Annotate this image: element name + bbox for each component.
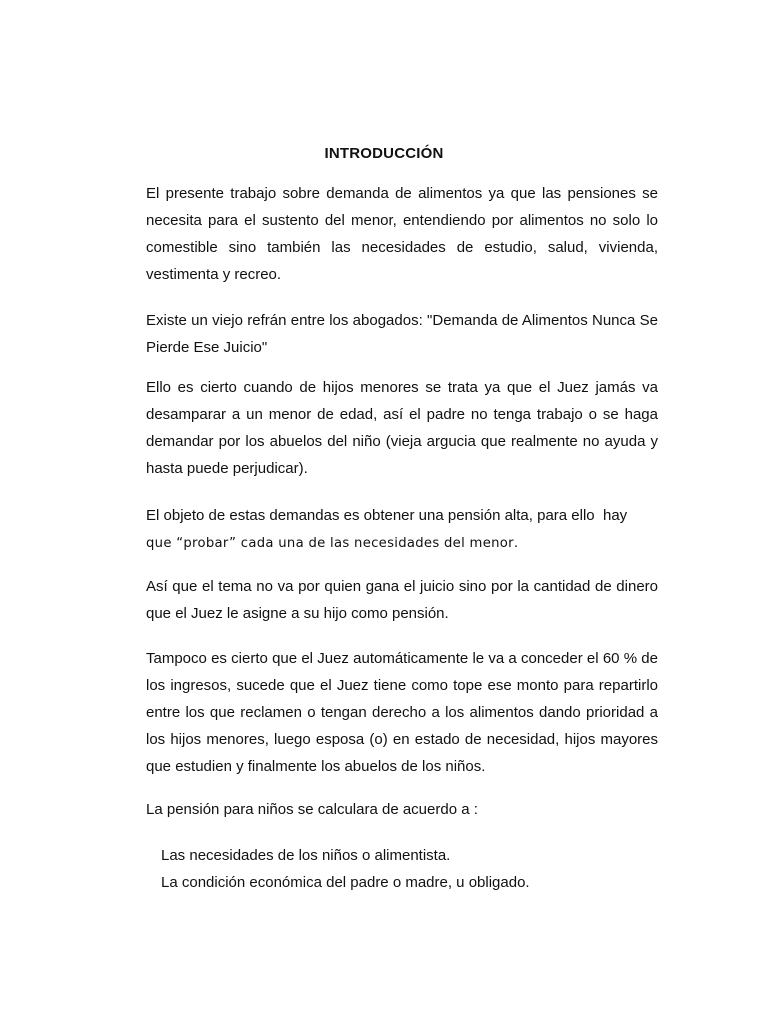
paragraph-6: Tampoco es cierto que el Juez automáticamente le va a conceder el 60 % de los ingresos, sucede que el Juez tiene como tope ese monto para repartirlo entre los que reclamen o tengan derecho a los alimentos dando prioridad a los hijos menores, luego esposa (o) en estado de necesidad, hijos mayores que estudien y finalmente los abuelos de los niños.	[146, 650, 658, 775]
paragraph-5: Así que el tema no va por quien gana el juicio sino por la cantidad de dinero que el Juez le asigne a su hijo como pensión.	[146, 578, 658, 622]
paragraph-4-period: .	[513, 534, 519, 551]
paragraph-4	[146, 502, 658, 557]
paragraph-1: El presente trabajo sobre demanda de alimentos ya que las pensiones se necesita para el sustento del menor, entendiendo por alimentos no solo lo comestible sino también las necesidades de estudio, salud, vivienda, vestimenta y recreo.	[146, 185, 658, 283]
paragraph-2: Existe un viejo refrán entre los abogados: "Demanda de Alimentos Nunca Se Pierde Ese Juicio"	[146, 312, 658, 356]
paragraph-3: Ello es cierto cuando de hijos menores se trata ya que el Juez jamás va desamparar a un menor de edad, así el padre no tenga trabajo o se haga demandar por los abuelos del niño (vieja argucia que realmente no ayuda y hasta puede perjudicar).	[146, 379, 658, 477]
list-item: Las necesidades de los niños o alimentista.	[161, 847, 451, 864]
paragraph-4-alt-font-text: que “probar” cada una de las necesidades del menor	[146, 536, 514, 551]
document-title: INTRODUCCIÓN	[324, 145, 444, 162]
list-item: La condición económica del padre o madre, u obligado.	[161, 874, 530, 891]
paragraph-4-line-2	[146, 529, 658, 557]
paragraph-7: La pensión para niños se calculara de acuerdo a :	[146, 801, 478, 818]
paragraph-4-line-1: El objeto de estas demandas es obtener una pensión alta, para ello hay	[146, 507, 628, 524]
criteria-list	[161, 842, 661, 896]
